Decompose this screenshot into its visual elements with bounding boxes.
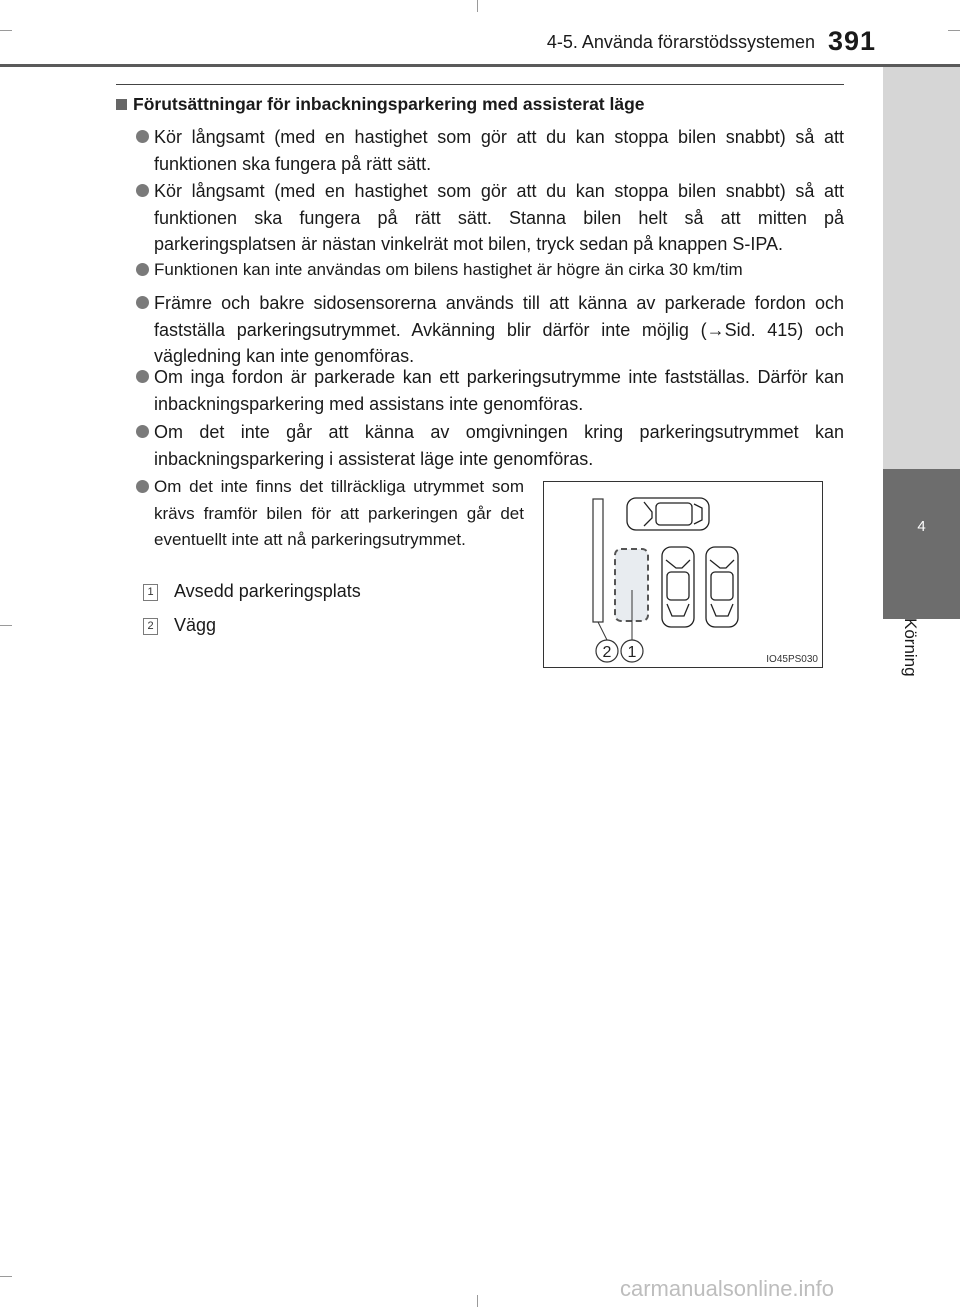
callout-number: 2 [602,644,612,661]
list-item [116,474,524,554]
list-item-text: Kör långsamt (med en hastighet som gör att du kan stoppa bilen snabbt) så att funktionen ska fungera på rätt sätt. [154,127,844,174]
bullet-dot-icon [136,370,149,383]
parking-diagram [544,482,822,667]
list-item [116,178,844,258]
header-rule [0,64,960,67]
crop-mark [477,1295,478,1307]
thumb-tab-label: Körning [901,618,920,677]
section-heading [116,94,856,115]
car-icon [627,498,709,530]
legend-label: Avsedd parkeringsplats [174,581,361,601]
list-item [116,419,844,472]
section-heading-text: Förutsättningar för inbackningsparkering med assisterat läge [133,94,645,114]
legend-item [143,615,216,636]
crop-mark [0,625,12,626]
thumb-tab-background [883,67,960,469]
thumb-tab[interactable] [883,469,960,619]
crop-mark [477,0,478,12]
crop-mark [0,30,12,31]
bullet-dot-icon [136,425,149,438]
list-item [116,290,844,370]
callout-number: 1 [627,644,637,661]
car-icon [662,547,694,627]
callout-leader [598,622,607,640]
legend-number: 1 [143,584,158,601]
bullet-dot-icon [136,130,149,143]
list-item [116,124,844,177]
list-item [116,257,844,284]
car-icon [706,547,738,627]
page-number: 391 [828,26,877,56]
legend-item [143,581,361,602]
list-item-text: Främre och bakre sidosensorerna används till att känna av parkerade fordon och fastställa parkeringsutrymmet. Avkänning blir därför inte möjlig (→Sid. 415) och vägledning kan inte genomföras. [154,293,844,366]
list-item-text: Om det inte går att känna av omgivningen kring parkeringsutrymmet kan inbackningsparkering i assisterat läge inte genomföras. [154,422,844,469]
legend-label: Vägg [174,615,217,635]
bullet-dot-icon [136,263,149,276]
bullet-dot-icon [136,480,149,493]
section-rule [116,84,844,85]
bullet-dot-icon [136,184,149,197]
figure-code: IO45PS030 [766,654,818,665]
thumb-tab-number: 4 [917,518,926,535]
crop-mark [948,30,960,31]
square-bullet-icon [116,99,127,110]
parking-illustration [543,481,823,668]
crop-mark [0,1276,12,1277]
list-item-text: Funktionen kan inte användas om bilens hastighet är högre än cirka 30 km/tim [154,260,743,279]
bullet-dot-icon [136,296,149,309]
list-item-text: Om det inte finns det tillräckliga utrymmet som krävs framför bilen för att parkeringen går det eventuellt inte att nå parkeringsutrymmet. [154,477,524,549]
wall-shape [593,499,603,622]
list-item-text: Om inga fordon är parkerade kan ett parkeringsutrymme inte fastställas. Därför kan inbackningsparkering med assistans inte genomföras. [154,367,844,414]
legend-number: 2 [143,618,158,635]
chapter-title: 4-5. Använda förarstödssystemen [546,32,815,52]
list-item [116,364,844,417]
list-item-text: Kör långsamt (med en hastighet som gör att du kan stoppa bilen snabbt) så att funktionen ska fungera på rätt sätt. Stanna bilen helt så att mitten på parkeringsplatsen är nästan vinkelrät mot bilen, tryck sedan på knappen S-IPA. [154,181,844,254]
watermark: carmanualsonline.info [620,1276,835,1301]
